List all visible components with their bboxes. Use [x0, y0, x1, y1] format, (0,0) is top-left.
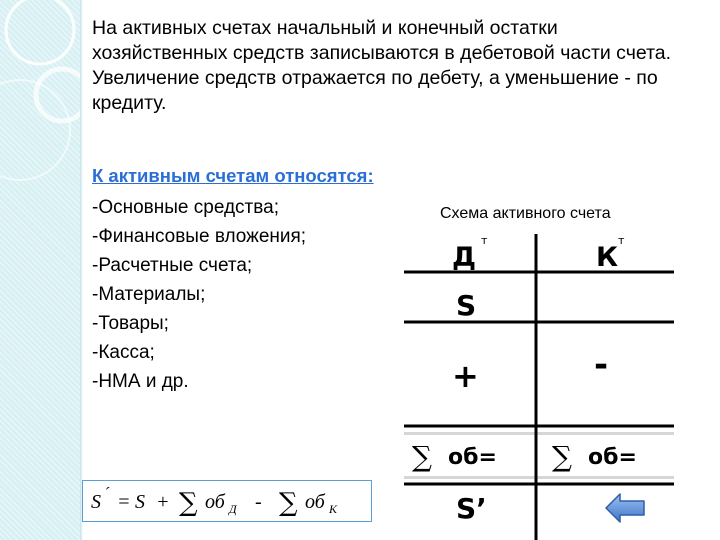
list-item: -Материалы; [92, 284, 206, 305]
sigma-icon: ∑ [552, 440, 572, 473]
decrease-sign: - [594, 345, 609, 385]
sigma-icon: ∑ [412, 440, 432, 473]
stripe [404, 476, 674, 479]
debit-turnover: об= [448, 445, 497, 470]
header-superscript: т [618, 234, 625, 247]
active-accounts-heading: К активным счетам относятся: [92, 165, 374, 186]
strip-edge [80, 0, 83, 540]
list-item: -Товары; [92, 313, 169, 334]
formula-sub-debit: Д [229, 502, 237, 516]
list-item: -Расчетные счета; [92, 255, 253, 276]
closing-balance-formula [82, 480, 372, 522]
back-arrow-icon [604, 490, 646, 526]
active-accounts-list [92, 193, 306, 396]
formula-sub-credit: К [329, 502, 337, 516]
formula-ob: об [205, 491, 225, 513]
sigma-icon: ∑ [179, 488, 198, 518]
decorative-strip [0, 0, 80, 540]
credit-header: К [596, 242, 619, 273]
schema-title: Схема активного счета [440, 205, 611, 222]
list-item: -Основные средства; [92, 197, 279, 218]
credit-turnover: об= [588, 445, 637, 470]
intro-paragraph: На активных счетах начальный и конечный остатки хозяйственных средств записываются в дебетовой части счета. Увеличение средств отражается по дебету, а уменьшение - по кредиту. [92, 17, 672, 114]
increase-sign: + [452, 357, 479, 395]
formula-ob: об [305, 491, 325, 513]
back-button[interactable] [604, 490, 646, 526]
formula-lhs: S [91, 491, 101, 513]
closing-balance: S’ [456, 492, 487, 525]
formula-minus: - [255, 491, 262, 513]
debit-header: Д [452, 242, 477, 273]
formula-prime: ´ [104, 485, 110, 502]
formula-plus: + [156, 491, 170, 513]
stripe [404, 432, 674, 435]
sigma-icon: ∑ [279, 488, 298, 518]
header-superscript: т [481, 234, 488, 247]
formula-eq: = [117, 491, 131, 513]
list-item: -Касса; [92, 342, 155, 363]
decorative-circles [0, 0, 80, 540]
formula-s: S [135, 491, 145, 513]
list-item: -НМА и др. [92, 371, 189, 392]
list-item: -Финансовые вложения; [92, 226, 307, 247]
opening-balance: S [456, 289, 477, 322]
